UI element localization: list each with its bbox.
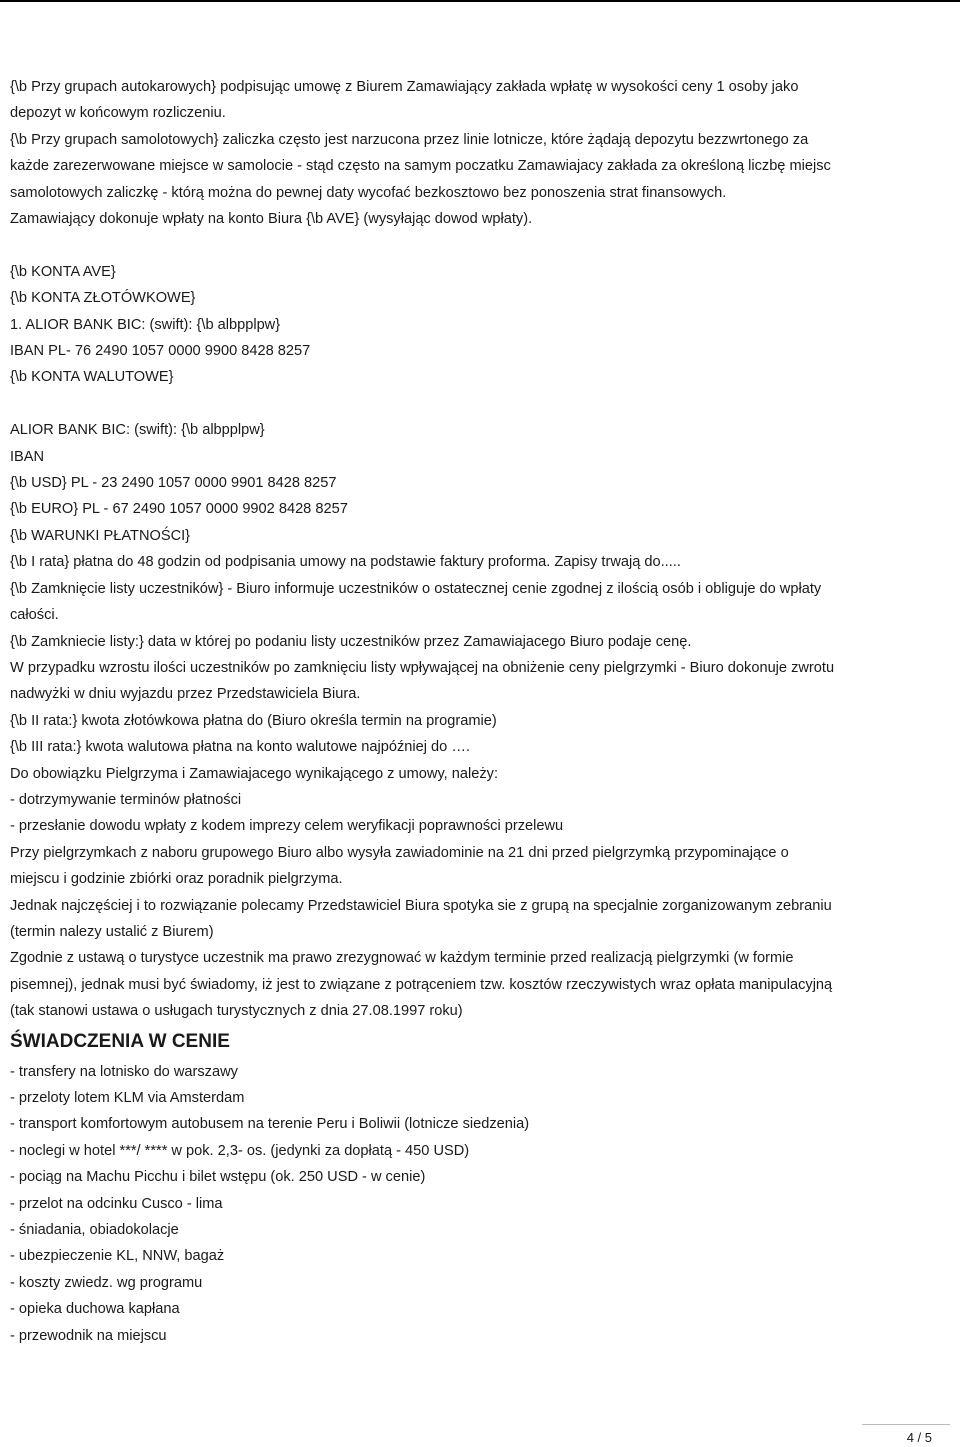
list-item: - transport komfortowym autobusem na terenie Peru i Boliwii (lotnicze siedzenia): [10, 1116, 530, 1133]
section-heading: ŚWIADCZENIA W CENIE: [10, 1030, 230, 1052]
text-line: ALIOR BANK BIC: (swift): {\b albpplpw}: [10, 422, 265, 439]
list-item: - przewodnik na miejscu: [10, 1327, 167, 1344]
text-line: pisemnej), jednak musi być świadomy, iż jest to związane z potrąceniem tzw. kosztów rzeczywistych wraz opłata manipulacyjną: [10, 976, 833, 993]
list-item: - opieka duchowa kapłana: [10, 1301, 180, 1318]
text-line: {\b I rata} płatna do 48 godzin od podpisania umowy na podstawie faktury proforma. Zapisy trwają do.....: [10, 554, 681, 571]
list-item: - przelot na odcinku Cusco - lima: [10, 1195, 223, 1212]
text-line: {\b II rata:} kwota złotówkowa płatna do (Biuro określa termin na programie): [10, 712, 497, 729]
text-line: Zgodnie z ustawą o turystyce uczestnik ma prawo zrezygnować w każdym terminie przed realizacją pielgrzymki (w formie: [10, 950, 794, 967]
text-line: każde zarezerwowane miejsce w samolocie - stąd często na samym poczatku Zamawiajacy zakłada za określoną liczbę miejsc: [10, 158, 831, 175]
list-item: - koszty zwiedz. wg programu: [10, 1274, 203, 1291]
list-item: - śniadania, obiadokolacje: [10, 1222, 179, 1239]
text-line: nadwyżki w dniu wyjazdu przez Przedstawiciela Biura.: [10, 686, 361, 703]
text-line: {\b Zamknięcie listy uczestników} - Biuro informuje uczestników o ostatecznej cenie zgodnej z ilością osób i obliguje do wpłaty: [10, 580, 822, 597]
text-line: miejscu i godzinie zbiórki oraz poradnik pielgrzyma.: [10, 871, 343, 888]
list-item: - przeloty lotem KLM via Amsterdam: [10, 1090, 245, 1106]
payment-intro: [10, 74, 955, 232]
spacer: [10, 391, 955, 417]
text-line: {\b KONTA AVE}: [10, 263, 116, 280]
text-line: 1. ALIOR BANK BIC: (swift): {\b albpplpw}: [10, 316, 281, 333]
document-body: [10, 74, 955, 1349]
text-line: IBAN: [10, 448, 45, 465]
text-line: Jednak najczęściej i to rozwiązanie polecamy Przedstawiciel Biura spotyka sie z grupą na specjalnie zorganizowanym zebraniu: [10, 897, 832, 914]
payment-conditions: [10, 417, 955, 1024]
text-line: {\b USD} PL - 23 2490 1057 0000 9901 8428 8257: [10, 475, 337, 492]
text-line: {\b EURO} PL - 67 2490 1057 0000 9902 8428 8257: [10, 501, 348, 518]
text-line: depozyt w końcowym rozliczeniu.: [10, 105, 226, 122]
text-line: {\b Zamkniecie listy:} data w której po podaniu listy uczestników przez Zamawiajacego Biuro podaje cenę.: [10, 633, 692, 650]
text-line: - przesłanie dowodu wpłaty z kodem imprezy celem weryfikacji poprawności przelewu: [10, 818, 564, 835]
text-line: samolotowych zaliczkę - którą można do pewnej daty wycofać bezkosztowo bez ponoszenia strat finansowych.: [10, 184, 727, 201]
text-line: W przypadku wzrostu ilości uczestników po zamknięciu listy wpływającej na obniżenie ceny pielgrzymki - Biuro dokonuje zwrotu: [10, 659, 835, 676]
text-line: całości.: [10, 607, 59, 624]
text-line: (termin nalezy ustalić z Biurem): [10, 923, 214, 940]
page-top-rule: [0, 0, 960, 2]
page-number: 4 / 5: [906, 1430, 932, 1445]
text-line: Przy pielgrzymkach z naboru grupowego Biuro albo wysyła zawiadominie na 21 dni przed pielgrzymką przypominające o: [10, 844, 789, 861]
text-line: {\b Przy grupach samolotowych} zaliczka często jest narzucona przez linie lotnicze, które żądają depozytu bezzwrtonego za: [10, 131, 809, 148]
spacer: [10, 232, 955, 258]
footer-rule: [862, 1424, 950, 1425]
list-item: - ubezpieczenie KL, NNW, bagaż: [10, 1248, 225, 1265]
text-line: Do obowiązku Pielgrzyma i Zamawiajacego wynikającego z umowy, należy:: [10, 765, 499, 782]
list-item: - transfery na lotnisko do warszawy: [10, 1063, 238, 1080]
text-line: {\b KONTA ZŁOTÓWKOWE}: [10, 290, 196, 307]
list-item: - noclegi w hotel ***/ **** w pok. 2,3- os. (jedynki za dopłatą - 450 USD): [10, 1142, 470, 1159]
benefits-list: [10, 1059, 955, 1349]
list-item: - pociąg na Machu Picchu i bilet wstępu (ok. 250 USD - w cenie): [10, 1169, 426, 1186]
text-line: Zamawiający dokonuje wpłaty na konto Biura {\b AVE} (wysyłając dowod wpłaty).: [10, 211, 533, 228]
text-line: IBAN PL- 76 2490 1057 0000 9900 8428 8257: [10, 343, 311, 360]
text-line: {\b III rata:} kwota walutowa płatna na konto walutowe najpóźniej do ….: [10, 739, 470, 756]
text-line: {\b WARUNKI PŁATNOŚCI}: [10, 527, 191, 544]
text-line: - dotrzymywanie terminów płatności: [10, 791, 242, 808]
bank-accounts: [10, 259, 955, 391]
text-line: {\b Przy grupach autokarowych} podpisując umowę z Biurem Zamawiający zakłada wpłatę w wysokości ceny 1 osoby jako: [10, 79, 799, 95]
text-line: {\b KONTA WALUTOWE}: [10, 369, 174, 386]
text-line: (tak stanowi ustawa o usługach turystycznych z dnia 27.08.1997 roku): [10, 1003, 463, 1020]
